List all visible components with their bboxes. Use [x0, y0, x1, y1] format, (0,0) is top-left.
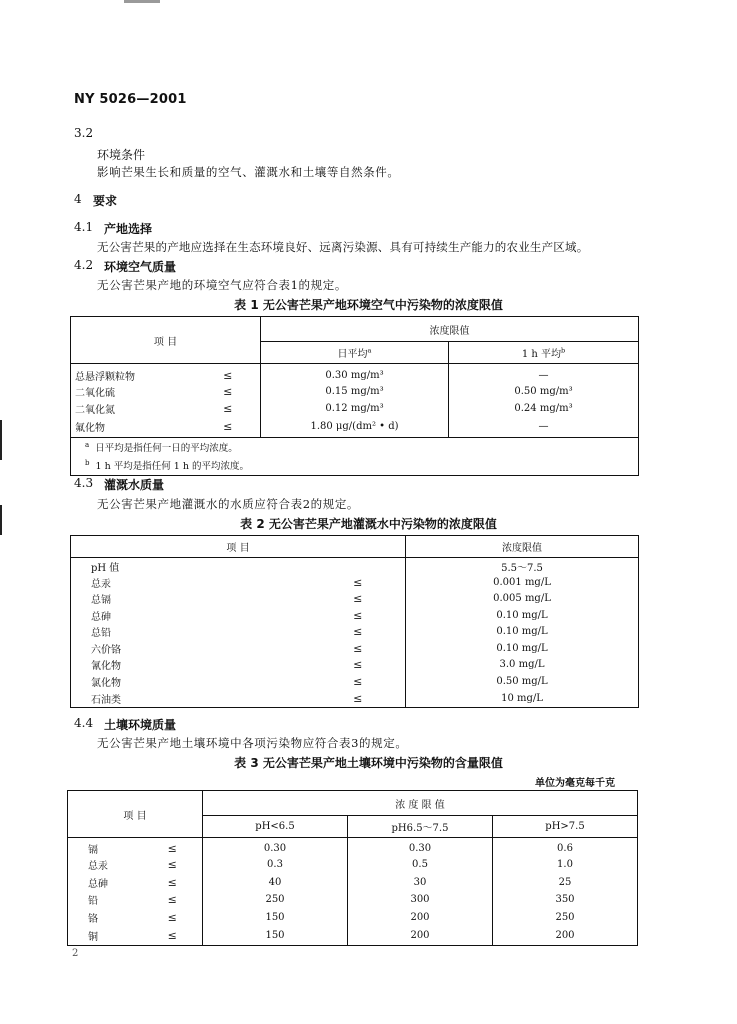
table-row: [71, 558, 639, 575]
limit-value: 5.5～7.5: [501, 562, 543, 574]
le-symbol: ≤: [311, 607, 406, 624]
limit-ph-high: 250: [555, 911, 575, 923]
table-3-col-ph-low: pH<6.5: [203, 816, 348, 838]
pollutant-name: 二氧化硫: [75, 388, 115, 399]
table-row: [71, 400, 639, 417]
limit-ph-low: 0.30: [203, 838, 348, 857]
le-symbol: ≤: [311, 673, 406, 690]
limit-ph-low: 150: [203, 926, 348, 945]
section-4-2-title: 环境空气质量: [104, 260, 177, 274]
hourly-value: 0.50 mg/m³: [514, 386, 573, 397]
section-4-3-title: 灌溉水质量: [104, 478, 165, 492]
table-row: [68, 891, 638, 909]
table-1: [70, 316, 639, 476]
limit-value: 0.005 mg/L: [493, 593, 551, 605]
pollutant-name: 总悬浮颗粒物: [75, 372, 135, 383]
daily-value: 1.80 μg/(dm² • d): [261, 417, 449, 437]
limit-value: 0.10 mg/L: [496, 609, 548, 621]
limit-value: 0.10 mg/L: [496, 642, 548, 654]
limit-value: 3.0 mg/L: [499, 659, 545, 671]
table-1-col-daily: 日平均$^a$: [261, 342, 449, 364]
table-row: [71, 383, 639, 400]
limit-ph-low: 250: [203, 891, 348, 909]
pollutant-name: 铬: [88, 913, 98, 925]
section-3-2-number: 3.2: [74, 126, 94, 140]
pollutant-name: 铜: [88, 931, 98, 943]
table-row: [71, 657, 639, 674]
pollutant-name: 六价铬: [91, 644, 121, 656]
section-3-2-term: 环境条件: [97, 148, 146, 162]
table-row: [68, 909, 638, 927]
pollutant-name: 二氧化氮: [75, 405, 115, 416]
le-symbol: [311, 558, 406, 575]
limit-ph-mid: 0.30: [348, 838, 493, 857]
table-3-col-ph-high: pH>7.5: [493, 816, 638, 838]
pollutant-name: 总砷: [91, 611, 111, 623]
table-2-header-limit: 浓度限值: [406, 536, 639, 558]
le-symbol: ≤: [143, 874, 203, 892]
section-4-2-text: 无公害芒果产地的环境空气应符合表1的规定。: [97, 278, 347, 292]
section-4-number: 4: [74, 192, 82, 206]
limit-ph-high: 25: [558, 876, 572, 888]
le-symbol: ≤: [196, 383, 261, 400]
le-symbol: ≤: [311, 574, 406, 591]
pollutant-name: 石油类: [91, 694, 121, 706]
table-3-header-limit: 浓 度 限 值: [203, 791, 638, 816]
limit-value: 10 mg/L: [501, 692, 543, 704]
section-4-1-text: 无公害芒果的产地应选择在生态环境良好、远离污染源、具有可持续生产能力的农业生产区域。: [97, 240, 589, 254]
table-3-caption: 表 3 无公害芒果产地土壤环境中污染物的含量限值: [234, 756, 503, 770]
limit-value: 0.001 mg/L: [493, 576, 551, 588]
section-4-4-text: 无公害芒果产地土壤环境中各项污染物应符合表3的规定。: [97, 736, 408, 750]
pollutant-name: 氟化物: [71, 417, 196, 437]
table-3-col-ph-mid: pH6.5～7.5: [348, 816, 493, 838]
pollutant-name: 总汞: [88, 861, 108, 873]
pollutant-name: pH 值: [91, 562, 120, 574]
limit-ph-mid: 30: [348, 874, 493, 892]
le-symbol: ≤: [143, 891, 203, 909]
table-1-header-item: 项 目: [71, 317, 261, 364]
le-symbol: ≤: [196, 400, 261, 417]
table-2-caption: 表 2 无公害芒果产地灌溉水中污染物的浓度限值: [240, 517, 497, 531]
le-symbol: ≤: [143, 909, 203, 927]
le-symbol: ≤: [311, 624, 406, 641]
table-row: [71, 364, 639, 384]
le-symbol: ≤: [311, 690, 406, 708]
table-row: [68, 926, 638, 945]
page-number: 2: [72, 948, 79, 959]
le-symbol: ≤: [196, 417, 261, 437]
limit-ph-high: 0.6: [557, 843, 573, 854]
limit-ph-low: 150: [203, 909, 348, 927]
pollutant-name: 总铅: [91, 628, 111, 640]
table-1-note: $^b$ 1 h 平均是指任何 1 h 的平均浓度。: [85, 459, 249, 473]
scan-artifact: [124, 0, 160, 3]
section-4-1-number: 4.1: [74, 220, 94, 234]
daily-value: 0.15 mg/m³: [261, 383, 449, 400]
limit-ph-low: 40: [203, 874, 348, 892]
le-symbol: ≤: [311, 657, 406, 674]
limit-ph-high: 1.0: [557, 859, 573, 871]
table-3-unit: 单位为毫克每千克: [535, 778, 615, 789]
limit-value: 0.50 mg/L: [496, 675, 548, 687]
pollutant-name: 氰化物: [91, 661, 121, 673]
table-row: [68, 838, 638, 857]
limit-ph-mid: 200: [348, 909, 493, 927]
le-symbol: ≤: [311, 640, 406, 657]
le-symbol: ≤: [311, 591, 406, 608]
section-4-1-title: 产地选择: [104, 222, 153, 236]
table-row: [71, 690, 639, 708]
table-1-col-hourly: 1 h 平均$^b$: [449, 342, 639, 364]
table-row: [71, 591, 639, 608]
pollutant-name: 总汞: [91, 578, 111, 590]
limit-ph-mid: 0.5: [348, 856, 493, 874]
limit-ph-low: 0.3: [203, 856, 348, 874]
limit-ph-mid: 300: [348, 891, 493, 909]
section-3-2-definition: 影响芒果生长和质量的空气、灌溉水和土壤等自然条件。: [97, 165, 400, 179]
pollutant-name: 镉: [88, 845, 98, 856]
hourly-value: —: [538, 370, 549, 381]
le-symbol: ≤: [196, 364, 261, 384]
table-row: [71, 673, 639, 690]
hourly-value: —: [449, 417, 639, 437]
table-1-caption: 表 1 无公害芒果产地环境空气中污染物的浓度限值: [234, 298, 503, 312]
table-row: [68, 874, 638, 892]
section-4-title: 要求: [93, 194, 118, 208]
standard-number: NY 5026—2001: [74, 92, 187, 107]
pollutant-name: 总镉: [91, 595, 111, 607]
section-4-3-text: 无公害芒果产地灌溉水的水质应符合表2的规定。: [97, 497, 360, 511]
table-row: [71, 417, 639, 437]
scan-edge-mark: [0, 420, 2, 460]
le-symbol: ≤: [143, 838, 203, 857]
le-symbol: ≤: [143, 926, 203, 945]
limit-ph-high: 200: [555, 929, 575, 941]
pollutant-name: 铅: [88, 896, 98, 908]
section-4-3-number: 4.3: [74, 476, 94, 490]
table-row: [71, 607, 639, 624]
table-row: [71, 640, 639, 657]
table-2: [70, 535, 639, 708]
le-symbol: ≤: [143, 856, 203, 874]
section-4-2-number: 4.2: [74, 258, 94, 272]
table-2-header-item: 项 目: [71, 536, 406, 558]
pollutant-name: 总砷: [88, 878, 108, 890]
daily-value: 0.12 mg/m³: [261, 400, 449, 417]
pollutant-name: 氯化物: [91, 677, 121, 689]
table-1-note: $^a$ 日平均是指任何一日的平均浓度。: [85, 440, 238, 454]
limit-ph-high: 350: [555, 894, 575, 906]
table-3-header-item: 项 目: [68, 791, 203, 838]
section-4-4-title: 土壤环境质量: [104, 718, 177, 732]
daily-value: 0.30 mg/m³: [261, 364, 449, 384]
hourly-value: 0.24 mg/m³: [514, 403, 573, 414]
limit-value: 0.10 mg/L: [496, 626, 548, 638]
table-row: [68, 856, 638, 874]
table-row: [71, 574, 639, 591]
limit-ph-mid: 200: [348, 926, 493, 945]
section-4-4-number: 4.4: [74, 716, 94, 730]
table-3: [67, 790, 638, 946]
table-row: [71, 624, 639, 641]
table-1-header-limit: 浓度限值: [261, 317, 639, 342]
